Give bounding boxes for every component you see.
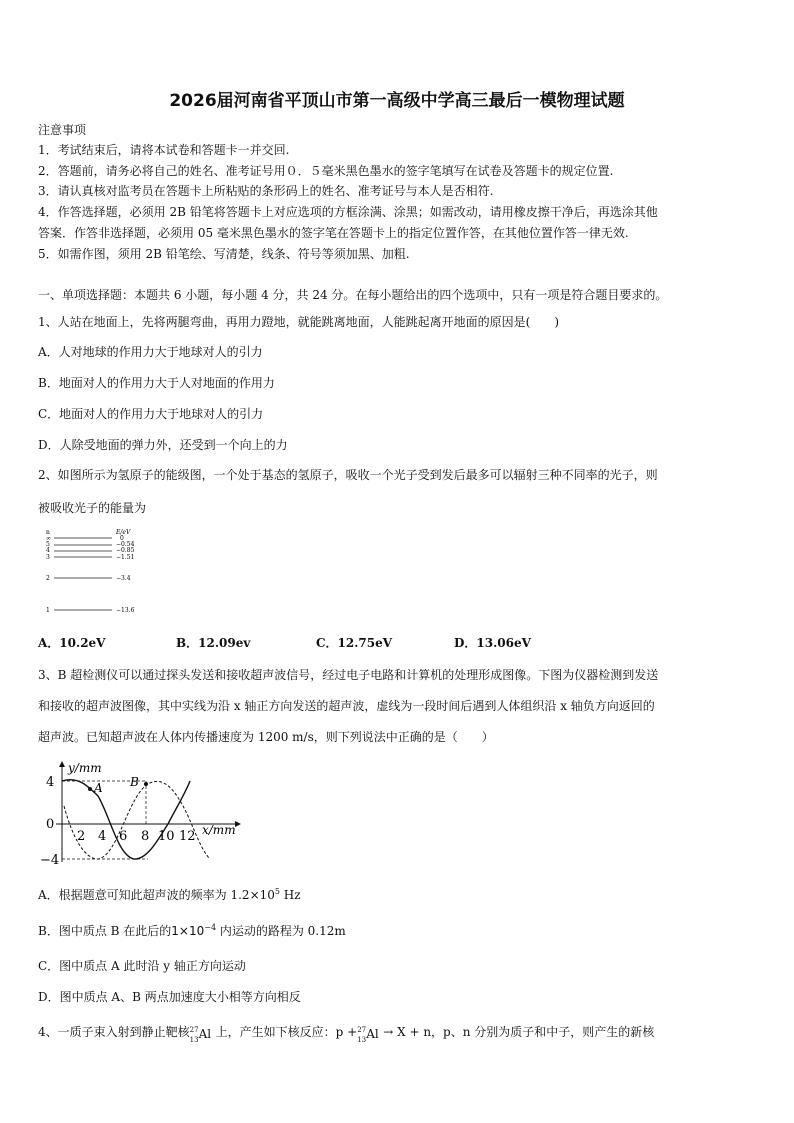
- q2-option-a: A．10.2eV: [38, 636, 106, 650]
- x-tick-6: 6: [119, 829, 128, 844]
- q3-option-c: C．图中质点 A 此时沿 y 轴正方向运动: [38, 959, 246, 973]
- nucleus-al-reaction: 27 13 Al: [357, 1025, 379, 1044]
- q2-options: [38, 635, 531, 651]
- notice-item-3: 3．请认真核对监考员在答题卡上所粘贴的条形码上的姓名、准考证号与本人是否相符.: [38, 184, 494, 198]
- dashed-wave: [64, 781, 210, 859]
- notice-item-5: 5．如需作图，须用 2B 铅笔绘、写清楚，线条、符号等须加黑、加粗.: [38, 247, 410, 261]
- svg-text:−0.85: −0.85: [116, 547, 135, 554]
- nucleus-al: 27 13 Al: [189, 1025, 212, 1044]
- svg-text:0: 0: [120, 535, 124, 542]
- notice-item-4-cont: 答案．作答非选择题，必须用 05 毫米黑色墨水的签字笔在答题卡上的指定位置作答，在其他位置作答一律无效.: [38, 226, 629, 240]
- q1-option-c: C．地面对人的作用力大于地球对人的引力: [38, 407, 264, 421]
- q3-option-d: D．图中质点 A、B 两点加速度大小相等方向相反: [38, 990, 301, 1004]
- page-title: 2026届河南省平顶山市第一高级中学高三最后一模物理试题: [169, 91, 625, 111]
- q2-option-d: D．13.06eV: [454, 636, 531, 650]
- section-heading: 一、单项选择题：本题共 6 小题，每小题 4 分，共 24 分。在每小题给出的四个选项中，只有一项是符合题目要求的。: [38, 288, 668, 302]
- q3-option-a: A．根据题意可知此超声波的频率为 $1.2\times 10^5$ Hz: [38, 887, 301, 902]
- svg-text:1: 1: [46, 607, 50, 614]
- notice-item-4: 4．作答选择题，必须用 2B 铅笔将答题卡上对应选项的方框涂满、涂黑；如需改动，请用橡皮擦干净后，再选涂其他: [38, 205, 658, 219]
- q2-option-b: B．12.09ev: [176, 636, 251, 650]
- x-axis-label: x/mm: [202, 823, 236, 837]
- x-tick-8: 8: [141, 829, 150, 844]
- y-tick-0: 0: [46, 817, 55, 832]
- level-header-n: n: [46, 529, 50, 536]
- svg-text:3: 3: [46, 554, 50, 561]
- q3-stem-line3: 超声波。已知超声波在人体内传播速度为 1200 m/s，则下列说法中正确的是（ ）: [38, 730, 494, 744]
- x-tick-4: 4: [98, 829, 107, 844]
- svg-text:−3.4: −3.4: [116, 575, 131, 582]
- level-header-e: E/eV: [116, 529, 131, 536]
- notice-item-2: 2．答题前，请务必将自己的姓名、准考证号用０．５毫米黑色墨水的签字笔填写在试卷及答题卡的规定位置.: [38, 164, 614, 178]
- q1-option-b: B．地面对人的作用力大于人对地面的作用力: [38, 376, 275, 390]
- q3-stem-line1: 3、B 超检测仪可以通过探头发送和接收超声波信号，经过电子电路和计算机的处理形成图像。下图为仪器检测到发送: [38, 668, 659, 682]
- svg-text:−13.6: −13.6: [116, 607, 135, 614]
- level-4: [46, 547, 135, 554]
- svg-text:5: 5: [46, 541, 50, 548]
- q3-stem-line2: 和接收的超声波图像，其中实线为沿 x 轴正方向发送的超声波，虚线为一段时间后遇到人体组织沿 x 轴负方向返回的: [38, 699, 655, 713]
- wave-graph: [38, 756, 248, 868]
- x-tick-2: 2: [77, 829, 86, 844]
- point-b-label: B: [130, 775, 139, 789]
- y-axis-label: y/mm: [68, 761, 102, 775]
- svg-text:∞: ∞: [46, 535, 51, 542]
- q3-option-b: B．图中质点 B 在此后的$1\times 10^{-4}$ 内运动的路程为 0.12m: [38, 923, 346, 938]
- q1-stem: 1、人站在地面上，先将两腿弯曲，再用力蹬地，就能跳离地面，人能跳起离开地面的原因是( ): [38, 315, 560, 329]
- level-1: [46, 607, 135, 614]
- q2-stem-line1: 2、如图所示为氢原子的能级图，一个处于基态的氢原子，吸收一个光子受到发后最多可以辐射三种不同率的光子，则: [38, 468, 658, 482]
- q2-option-c: C．12.75eV: [316, 636, 393, 650]
- y-tick-4: 4: [46, 775, 55, 790]
- q2-stem-line2: 被吸收光子的能量为: [38, 501, 147, 515]
- svg-text:−1.51: −1.51: [116, 554, 135, 561]
- svg-text:4: 4: [46, 547, 50, 554]
- q1-option-d: D．人除受地面的弹力外，还受到一个向上的力: [38, 438, 288, 452]
- level-2: [46, 575, 131, 582]
- level-3: [46, 554, 134, 561]
- x-tick-12: 12: [179, 829, 196, 844]
- y-tick-neg4: −4: [40, 853, 60, 868]
- energy-level-diagram: [40, 524, 150, 620]
- q1-option-a: A．人对地球的作用力大于地球对人的引力: [38, 345, 263, 359]
- svg-text:−0.54: −0.54: [116, 541, 135, 548]
- solid-wave: [62, 780, 190, 859]
- x-tick-10: 10: [158, 829, 175, 844]
- point-a-marker: [88, 787, 92, 791]
- notice-heading: 注意事项: [38, 123, 87, 137]
- point-a-label: A: [94, 781, 103, 795]
- q4-stem: 4、一质子束入射到静止靶核 27 13 Al 上，产生如下核反应：p + 27 13 Al → X + n，p、n 分别为质子和中子，则产生的新核: [38, 1025, 655, 1044]
- notice-item-1: 1．考试结束后，请将本试卷和答题卡一并交回.: [38, 143, 290, 157]
- svg-text:2: 2: [46, 575, 50, 582]
- point-b-marker: [144, 782, 148, 786]
- level-inf: [46, 535, 124, 542]
